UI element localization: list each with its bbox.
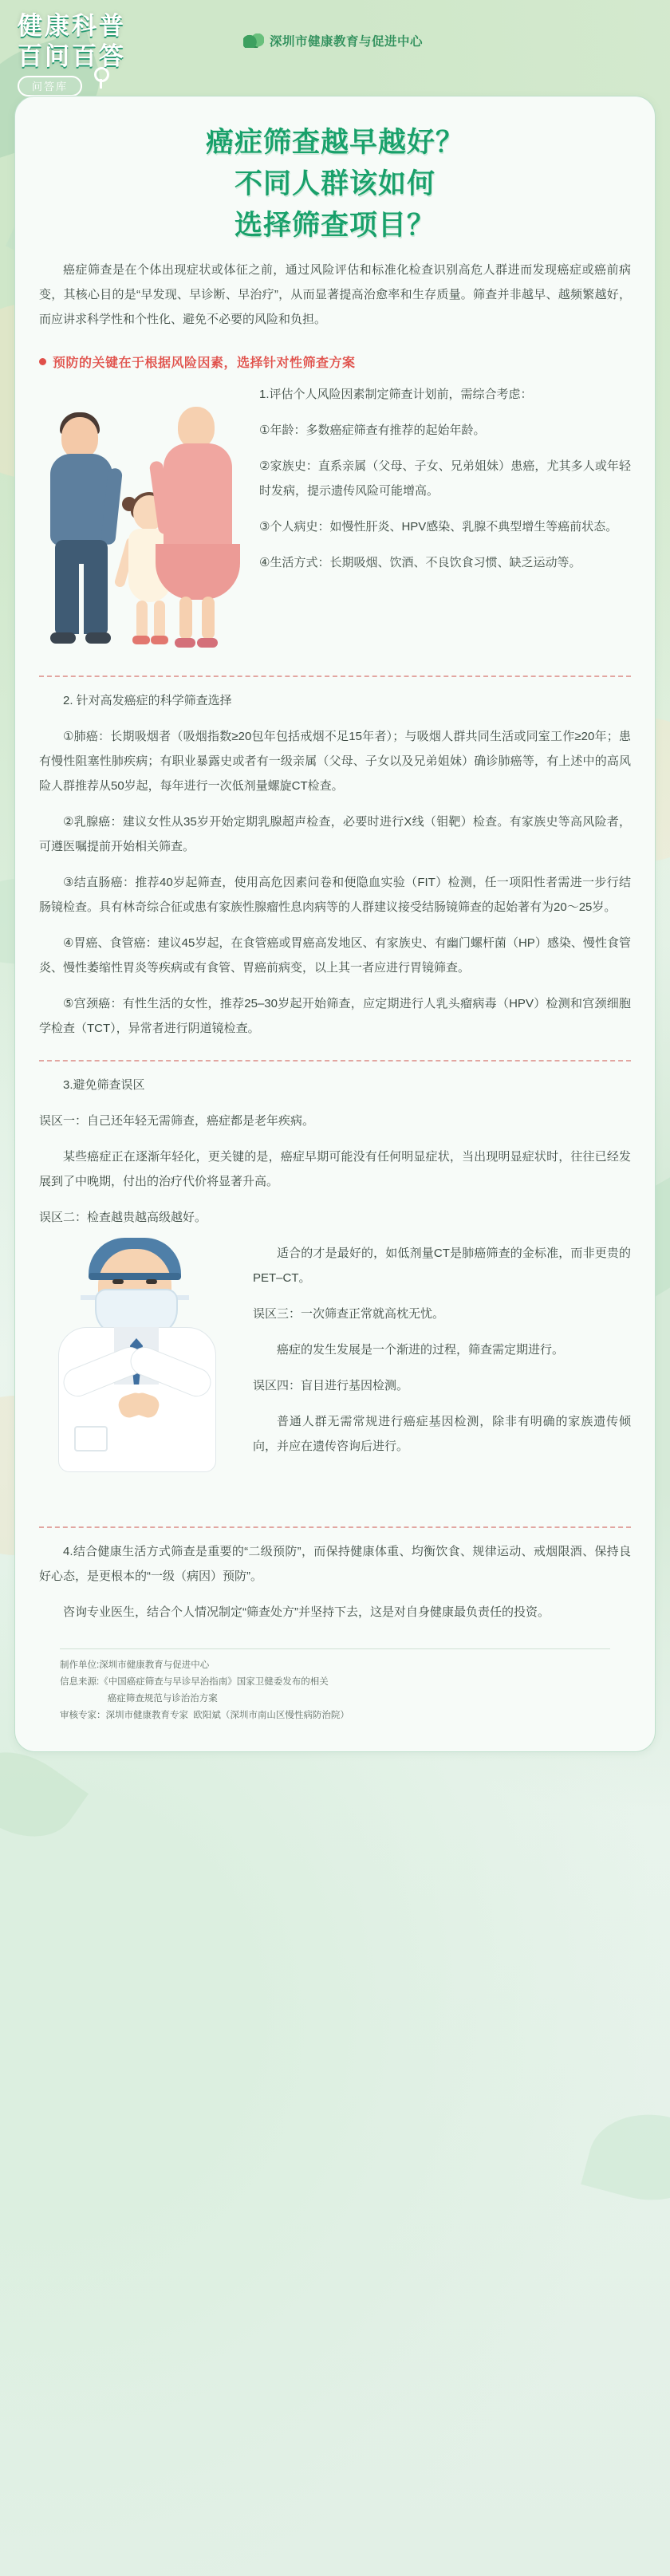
child-shoe (132, 636, 150, 644)
father-leg-gap (79, 564, 84, 634)
doctor-illustration (39, 1238, 238, 1501)
section-1-heading (39, 353, 631, 371)
section-4-block (39, 1539, 631, 1625)
doctor-eye (112, 1279, 124, 1284)
footer-line-2: 信息来源:《中国癌症筛查与早诊早治指南》国家卫健委发布的相关 (60, 1677, 329, 1687)
section-1-p2: ①年龄：多数癌症筛查有推荐的起始年龄。 (259, 423, 486, 437)
section-3-block (39, 1073, 631, 1507)
organization-name (243, 32, 423, 49)
section-4-p2: 咨询专业医生，结合个人情况制定“筛查处方”并坚持下去，这是对自身健康最负责任的投资。 (63, 1605, 550, 1619)
brand-block (18, 11, 201, 97)
footer-line-3: 审核专家：深圳市健康教育专家 欧阳斌（深圳市南山区慢性病防治院） (60, 1711, 349, 1720)
section-2-p5: ⑤宫颈癌：有性生活的女性，推荐25–30岁起开始筛查，应定期进行人乳头瘤病毒（HPV）检测和宫颈细胞学检查（TCT），异常者进行阴道镜检查。 (39, 997, 631, 1035)
section-1-p1: 1.评估个人风险因素制定筛查计划前，需综合考虑： (259, 388, 533, 401)
section-2-block (39, 688, 631, 1041)
father-figure (39, 412, 127, 652)
child-leg (136, 601, 148, 639)
footer-line-2b: 癌症筛查规范与诊治治方案 (107, 1694, 218, 1704)
poster-footer (60, 1648, 610, 1724)
mother-figure (151, 400, 246, 652)
brand-pill-label: 问答库 (18, 76, 82, 97)
father-shoe (50, 632, 76, 644)
section-2-p2: ②乳腺癌：建议女性从35岁开始定期乳腺超声检查，必要时进行X线（钼靶）检查。有家族史等高风险者，可遵医嘱提前开始相关筛查。 (39, 815, 631, 853)
title-line-1: 癌症筛查越早越好？ (205, 127, 464, 158)
myth-4-title: 误区四：盲目进行基因检测。 (253, 1379, 409, 1392)
section-1-block (39, 382, 631, 656)
leaf-icon (243, 33, 264, 48)
myth-4-body: 普通人群无需常规进行癌症基因检测，除非有明确的家族遗传倾向，并应在遗传咨询后进行。 (253, 1415, 631, 1453)
section-1-heading-label: 预防的关键在于根据风险因素，选择针对性筛查方案 (53, 356, 356, 370)
section-4-p1: 4.结合健康生活方式筛查是重要的“二级预防”，而保持健康体重、均衡饮食、规律运动、戒烟限酒、保持良好心态，是更根本的“一级（病因）预防”。 (39, 1545, 631, 1583)
intro-paragraph: 癌症筛查是在个体出现症状或体征之前，通过风险评估和标准化检查识别高危人群进而发现癌症或癌前病变，其核心目的是“早发现、早诊断、早治疗”，从而显著提高治愈率和生存质量。筛查并非越早、越频繁越好，而应讲求科学性和个性化、避免不必要的风险和负担。 (39, 263, 631, 326)
myth-2-title: 误区二：检查越贵越高级越好。 (39, 1211, 207, 1224)
mother-shoe (175, 638, 195, 648)
mother-shoe (197, 638, 218, 648)
father-head (61, 417, 98, 459)
myth-3-title: 误区三：一次筛查正常就高枕无忧。 (253, 1307, 445, 1321)
section-2-p3: ③结直肠癌：推荐40岁起筛查，使用高危因素问卷和便隐血实验（FIT）检测，任一项阳性者需进一步行结肠镜检查。具有林奇综合征或患有家族性腺瘤性息肉病等的人群建议接受结肠镜筛查的起始著有为20～25岁。 (39, 876, 631, 914)
mother-leg (179, 597, 192, 640)
brand-pill-wrap (18, 72, 201, 97)
decorative-leaf (581, 2099, 670, 2215)
section-2-p1: ①肺癌：长期吸烟者（吸烟指数≥20包年包括戒烟不足15年者）；与吸烟人群共同生活或同室工作≥20年；患有慢性阻塞性肺疾病；有职业暴露史或者有一级亲属（父母、子女以及兄弟姐妹）确诊肺癌等，有上述中的高风险人群推荐从50岁起，每年进行一次低剂量螺旋CT检查。 (39, 730, 631, 793)
section-2-p4: ④胃癌、食管癌：建议45岁起，在食管癌或胃癌高发地区、有家族史、有幽门螺杆菌（HP）感染、慢性食管炎、慢性萎缩性胃炎等疾病或有食管、胃癌前病变，以上其一者应进行胃镜筛查。 (39, 936, 631, 975)
title-line-2: 不同人群该如何 (234, 168, 436, 199)
bullet-dot-icon (39, 358, 46, 365)
section-2-p0: 2. 针对高发癌症的科学筛查选择 (63, 694, 232, 707)
divider-3 (39, 1526, 631, 1528)
footer-line-1: 制作单位:深圳市健康教育与促进中心 (60, 1660, 210, 1670)
brand-line-2: 百问百答 (18, 42, 126, 70)
divider-2 (39, 1060, 631, 1062)
family-illustration (39, 388, 246, 652)
section-3-p0: 3.避免筛查误区 (63, 1078, 145, 1092)
title-line-3: 选择筛查项目？ (234, 210, 436, 241)
myth-1-title: 误区一：自己还年轻无需筛查，癌症都是老年疾病。 (39, 1114, 315, 1128)
doctor-cap-band (89, 1273, 181, 1280)
section-1-p3: ②家族史：直系亲属（父母、子女、兄弟姐妹）患癌，尤其多人或年轻时发病，提示遗传风险可能增高。 (259, 459, 631, 498)
mother-leg (202, 597, 215, 640)
myth-1-body: 某些癌症正在逐渐年轻化，更关键的是，癌症早期可能没有任何明显症状，当出现明显症状时，往往已经发展到了中晚期，付出的治疗代价将显著升高。 (39, 1150, 631, 1188)
location-pin-icon (94, 67, 109, 82)
section-1-p5: ④生活方式：长期吸烟、饮酒、不良饮食习惯、缺乏运动等。 (259, 556, 581, 569)
section-1-p4: ③个人病史：如慢性肝炎、HPV感染、乳腺不典型增生等癌前状态。 (259, 520, 618, 534)
organization-label: 深圳市健康教育与促进中心 (270, 35, 424, 49)
doctor-eye (146, 1279, 157, 1284)
myth-2-body: 适合的才是最好的，如低剂量CT是肺癌筛查的金标准，而非更贵的PET–CT。 (253, 1247, 631, 1285)
brand-line-1: 健康科普 (18, 12, 126, 40)
page-title (39, 122, 631, 246)
mother-head (178, 407, 215, 448)
mother-skirt (156, 544, 240, 600)
myth-3-body: 癌症的发生发展是一个渐进的过程，筛查需定期进行。 (277, 1343, 565, 1357)
father-shoe (85, 632, 111, 644)
divider-1 (39, 676, 631, 677)
doctor-coat-pocket (74, 1426, 108, 1451)
content-card (14, 96, 656, 1752)
poster-header (0, 0, 670, 96)
